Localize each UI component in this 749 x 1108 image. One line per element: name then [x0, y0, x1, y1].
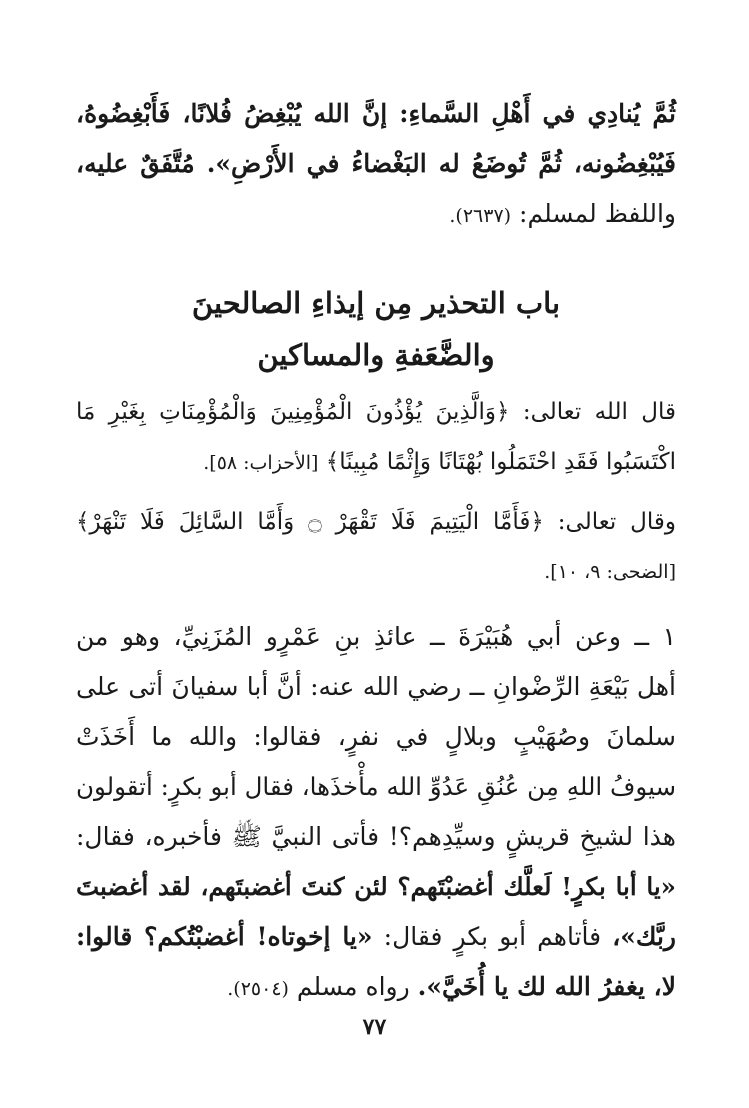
- intro-line-2: فَيُبْغِضُونه، ثُمَّ تُوضَعُ له البَغْضاءُ في الأَرْضِ». مُتَّفَقٌ عليه،: [76, 149, 676, 178]
- hadith-line-2: أهل بَيْعَةِ الرِّضْوانِ ــ رضي الله عنه: أنَّ أبا سفيانَ أتى على: [76, 672, 676, 701]
- hadith-line-1: ١ ــ وعن أبي هُبَيْرَةَ ــ عائذِ بنِ عَمْرٍو المُزَنِيِّ، وهو من: [76, 622, 676, 651]
- quran-verse-duha: [76, 497, 676, 597]
- hadith-line-7: [76, 912, 676, 962]
- intro-paragraph: [76, 89, 676, 239]
- chapter-heading-line-1: باب التحذير مِن إيذاءِ الصالحينَ: [191, 286, 561, 320]
- intro-line-1: ثُمَّ يُنادِي في أَهْلِ السَّماءِ: إنَّ الله يُبْغِضُ فُلانًا، فَأَبْغِضُوهُ،: [76, 99, 676, 128]
- hadith-line-5: هذا لشيخِ قريشٍ وسيِّدِهم؟! فأتى النبيَّ ﷺ فأخبره، فقال:: [76, 822, 676, 851]
- intro-line-3-text: واللفظ لمسلم:: [519, 199, 676, 228]
- chapter-heading: [76, 277, 676, 381]
- quran-verse-1-reference: [الأحزاب: ٥٨].: [203, 452, 319, 474]
- chapter-heading-line-2: والضَّعَفةِ والمساكين: [257, 338, 495, 372]
- hadith-line-8: [76, 962, 676, 1012]
- quran-verse-2-reference: [الضحى: ٩، ١٠].: [544, 561, 676, 583]
- hadith-line-6: «يا أبا بكرٍ! لَعلَّك أغضبْتَهم؟ لئن كنتَ أغضبتَهم، لقد أغضبتَ: [76, 872, 676, 901]
- quran-verse-1-line-2: [76, 437, 676, 487]
- hadith-line-7-mid: فأتاهم أبو بكرٍ فقال:: [383, 922, 602, 951]
- quran-verse-2-line-1: وقال تعالى: ﴿فَأَمَّا الْيَتِيمَ فَلَا تَقْهَرْ ۝ وَأَمَّا السَّائِلَ فَلَا تَنْهَرْ﴾: [76, 509, 676, 535]
- intro-line-3: [76, 189, 676, 239]
- hadith-reference: (٢٥٠٤).: [227, 978, 289, 1000]
- hadith-line-3: سلمانَ وصُهَيْبٍ وبلالٍ في نفرٍ، فقالوا: والله ما أَخَذَتْ: [76, 722, 676, 751]
- hadith-line-7-end: «يا إخوتاه! أغضبْتُكم؟ قالوا:: [76, 922, 373, 951]
- hadith-1: [76, 612, 676, 1012]
- hadith-line-8-quote: لا، يغفرُ الله لك يا أُخَيَّ».: [417, 972, 676, 1001]
- hadith-line-4: سيوفُ اللهِ مِن عُنُقِ عَدُوِّ الله مأْخذَها، فقال أبو بكرٍ: أتقولون: [76, 772, 676, 801]
- hadith-line-8-text: رواه مسلم: [296, 972, 410, 1001]
- quran-verse-ahzab: [76, 387, 676, 487]
- page-number: ٧٧: [362, 1014, 387, 1040]
- quran-verse-1-line-1: قال الله تعالى: ﴿وَالَّذِينَ يُؤْذُونَ الْمُؤْمِنِينَ وَالْمُؤْمِنَاتِ بِغَيْرِ مَا: [76, 399, 676, 425]
- intro-reference: (٢٦٣٧).: [449, 205, 512, 227]
- quran-verse-1-text: اكْتَسَبُوا فَقَدِ احْتَمَلُوا بُهْتَانًا وَإِثْمًا مُبِينًا﴾: [325, 449, 676, 475]
- hadith-line-7-start: ربَّك»،: [612, 922, 676, 951]
